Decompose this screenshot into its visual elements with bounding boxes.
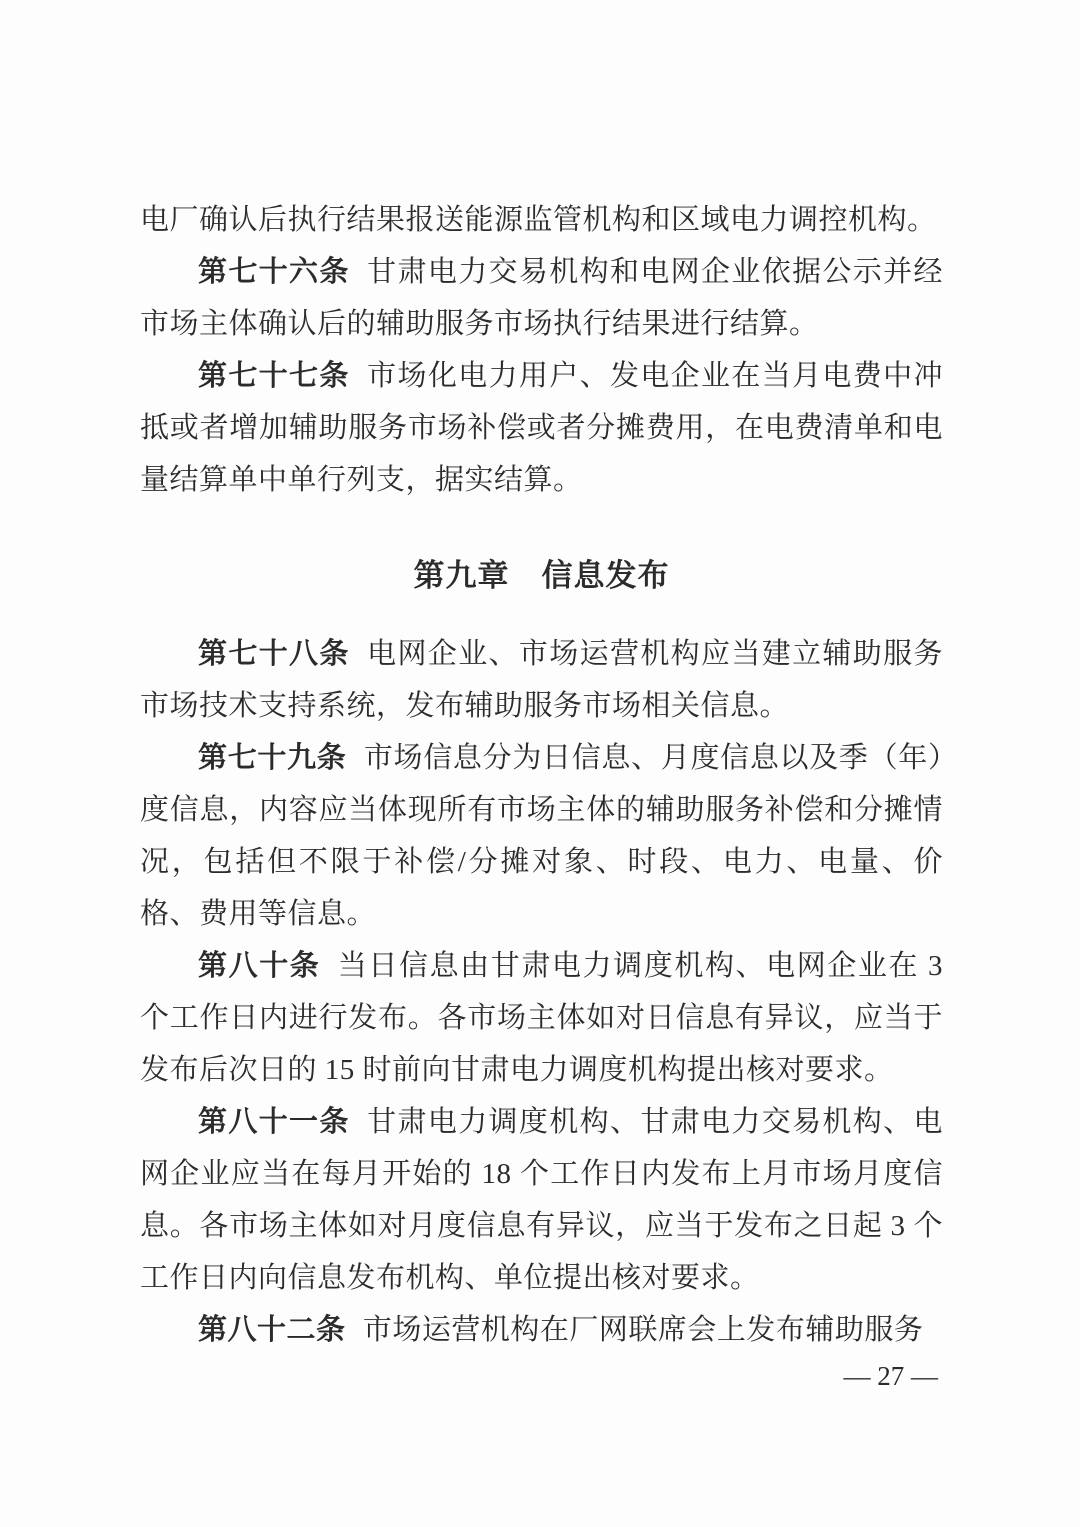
article-text: 甘肃电力交易机构和电网企业依据公示并经市场主体确认后的辅助服务市场执行结果进行结算。	[140, 256, 943, 340]
article-paragraph	[140, 1096, 943, 1304]
article-number-label: 第七十九条	[198, 742, 347, 774]
article-text: 甘肃电力调度机构、甘肃电力交易机构、电网企业应当在每月开始的 18 个工作日内发布上月市场月度信息。各市场主体如对月度信息有异议，应当于发布之日起 3 个工作日内向信息发布机构、单位提出核对要求。	[140, 1106, 943, 1294]
article-paragraph	[140, 732, 943, 940]
article-paragraph	[140, 628, 943, 732]
article-paragraph	[140, 246, 943, 350]
article-text: 当日信息由甘肃电力调度机构、电网企业在 3 个工作日内进行发布。各市场主体如对日信息有异议，应当于发布后次日的 15 时前向甘肃电力调度机构提出核对要求。	[140, 950, 943, 1086]
article-paragraph	[140, 940, 943, 1096]
article-number-label: 第八十一条	[198, 1106, 350, 1138]
article-number-label: 第七十七条	[198, 360, 350, 392]
article-paragraph	[140, 350, 943, 506]
page-footer	[844, 1360, 939, 1392]
article-number-label: 第八十条	[198, 950, 321, 982]
article-text: 市场信息分为日信息、月度信息以及季（年）度信息，内容应当体现所有市场主体的辅助服务补偿和分摊情况，包括但不限于补偿/分摊对象、时段、电力、电量、价格、费用等信息。	[140, 742, 943, 930]
article-text: 市场运营机构在厂网联席会上发布辅助服务	[362, 1314, 924, 1346]
article-number-label: 第八十二条	[198, 1314, 346, 1346]
page-number: — 27 —	[843, 1361, 938, 1391]
article-paragraph	[140, 1304, 943, 1356]
article-text: 电厂确认后执行结果报送能源监管机构和区域电力调控机构。	[140, 204, 937, 236]
chapter-heading: 第九章 信息发布	[413, 558, 670, 593]
article-number-label: 第七十六条	[198, 256, 350, 288]
article-number-label: 第七十八条	[198, 638, 350, 670]
document-content	[140, 194, 943, 1356]
article-text: 电网企业、市场运营机构应当建立辅助服务市场技术支持系统，发布辅助服务市场相关信息。	[140, 638, 943, 722]
article-text: 市场化电力用户、发电企业在当月电费中冲抵或者增加辅助服务市场补偿或者分摊费用，在电费清单和电量结算单中单行列支，据实结算。	[140, 360, 943, 496]
paragraph-continuation	[140, 194, 943, 246]
